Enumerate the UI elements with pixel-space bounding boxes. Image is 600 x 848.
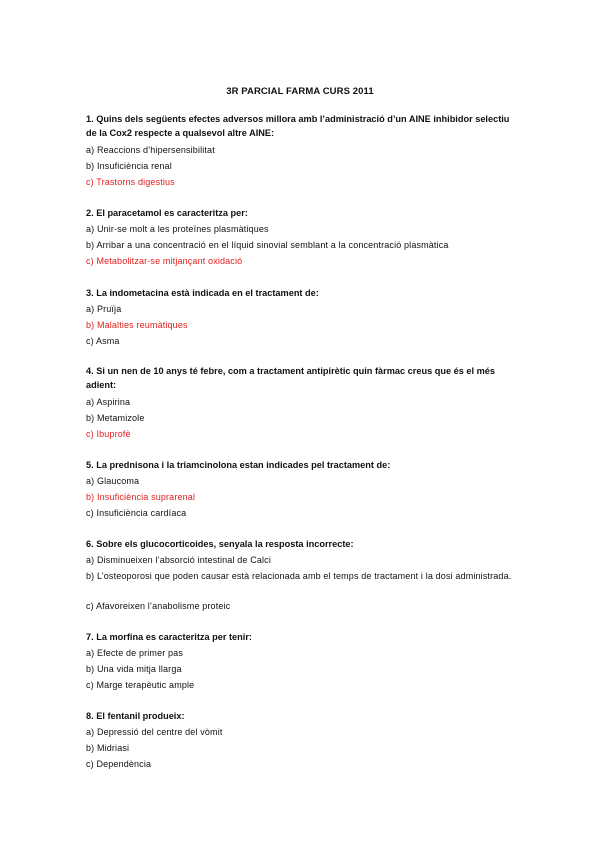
question-1-option-b: b) Insuficiència renal xyxy=(86,161,172,171)
question-1-option-a: a) Reaccions d’hipersensibilitat xyxy=(86,145,215,155)
question-4: 4. Si un nen de 10 anys té febre, com a tractament antipirètic quin fàrmac creus que és el més adient: xyxy=(86,366,495,390)
question-1: 1. Quins dels següents efectes adversos millora amb l’administració d’un AINE inhibidor selectiu de la Cox2 respecte a qualsevol altre AINE: xyxy=(86,114,510,138)
question-4-option-c-correct: c) Ibuprofè xyxy=(86,429,131,439)
question-3-option-a: a) Pruïja xyxy=(86,304,122,314)
question-4-option-b: b) Metamizole xyxy=(86,413,145,423)
question-7-option-a: a) Efecte de primer pas xyxy=(86,648,183,658)
question-5-option-a: a) Glaucoma xyxy=(86,476,140,486)
question-5: 5. La prednisona i la triamcinolona estan indicades pel tractament de: xyxy=(86,460,391,470)
question-8-option-a: a) Depressió del centre del vòmit xyxy=(86,727,223,737)
question-8: 8. El fentanil produeix: xyxy=(86,711,185,721)
question-2: 2. El paracetamol es caracteritza per: xyxy=(86,208,248,218)
question-3-option-c: c) Asma xyxy=(86,336,120,346)
question-6-option-b: b) L’osteoporosi que poden causar està relacionada amb el temps de tractament i la dosi administrada. xyxy=(86,571,512,581)
page-title: 3R PARCIAL FARMA CURS 2011 xyxy=(226,86,374,97)
question-5-option-c: c) Insuficiència cardíaca xyxy=(86,508,187,518)
question-3: 3. La indometacina està indicada en el tractament de: xyxy=(86,288,319,298)
question-7: 7. La morfina es caracteritza per tenir: xyxy=(86,632,252,642)
question-4-option-a: a) Aspirina xyxy=(86,397,131,407)
question-7-option-c: c) Marge terapèutic ample xyxy=(86,680,195,690)
question-6: 6. Sobre els glucocorticoides, senyala la resposta incorrecte: xyxy=(86,539,354,549)
question-2-option-b: b) Arribar a una concentració en el líquid sinovial semblant a la concentració plasmàtica xyxy=(86,240,449,250)
question-3-option-b-correct: b) Malalties reumàtiques xyxy=(86,320,188,330)
question-8-option-c: c) Dependència xyxy=(86,759,152,769)
question-5-option-b-correct: b) Insuficiència suprarenal xyxy=(86,492,196,502)
question-2-option-c-correct: c) Metabolitzar-se mitjançant oxidació xyxy=(86,256,243,266)
question-6-option-a: a) Disminueixen l’absorció intestinal de Calci xyxy=(86,555,271,565)
question-2-option-a: a) Unir-se molt a les proteïnes plasmàtiques xyxy=(86,224,269,234)
question-8-option-b: b) Midriasi xyxy=(86,743,130,753)
question-7-option-b: b) Una vida mitja llarga xyxy=(86,664,182,674)
question-1-option-c-correct: c) Trastorns digestius xyxy=(86,177,175,187)
question-6-option-c: c) Afavoreixen l’anabolisme proteic xyxy=(86,601,231,611)
